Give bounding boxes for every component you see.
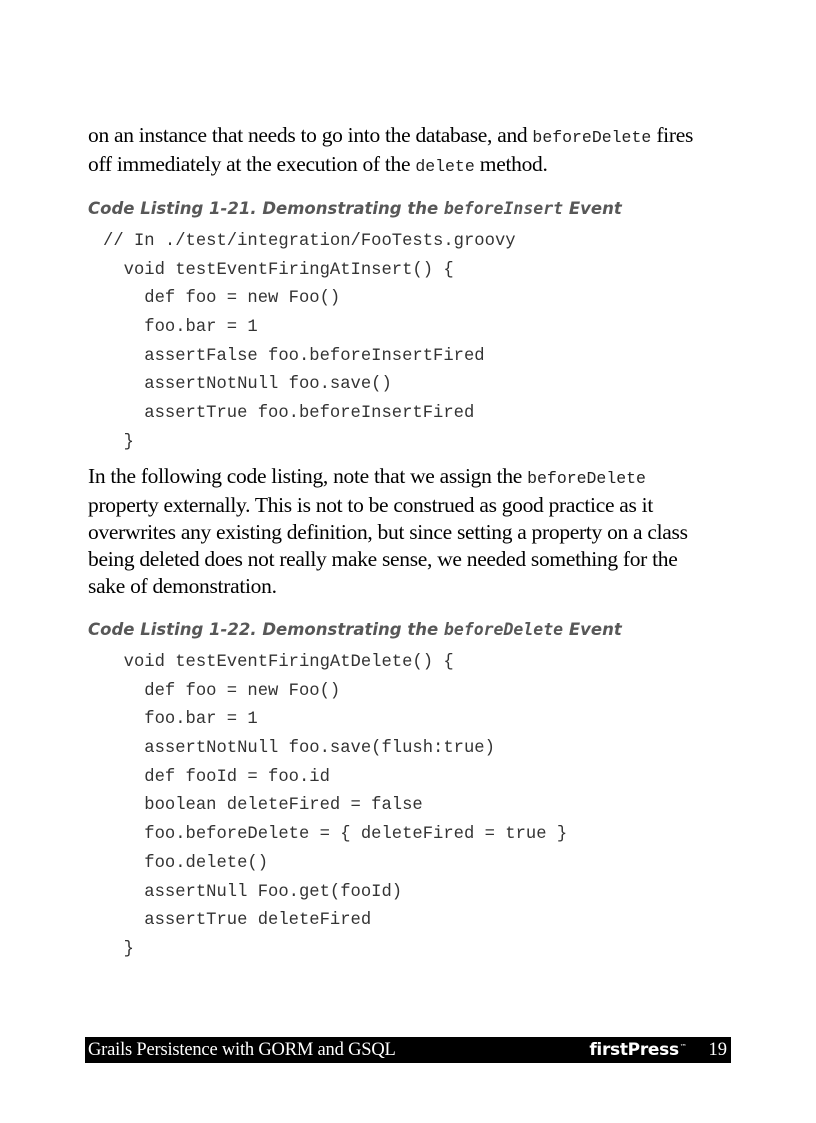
code-line: def foo = new Foo() <box>103 289 341 309</box>
page-number: 19 <box>708 1039 727 1060</box>
book-title: Grails Persistence with GORM and GSQL <box>88 1039 396 1060</box>
code-line: def fooId = foo.id <box>103 767 330 787</box>
code-line: assertFalse foo.beforeInsertFired <box>103 346 485 366</box>
middle-paragraph <box>88 463 738 600</box>
inline-code: delete <box>415 157 475 176</box>
middle-line-2: property externally. This is not to be construed as good practice as it <box>88 493 654 517</box>
code-line: assertTrue deleteFired <box>103 911 372 931</box>
middle-line-5: sake of demonstration. <box>88 574 277 598</box>
code-line: foo.bar = 1 <box>103 318 258 338</box>
page-footer <box>85 1037 731 1063</box>
code-line: foo.delete() <box>103 853 269 873</box>
listing-caption-1-21 <box>88 199 622 218</box>
code-line: } <box>103 939 134 959</box>
intro-text: off immediately at the execution of the <box>88 152 416 176</box>
publisher-logo <box>589 1040 686 1060</box>
footer-right <box>589 1040 727 1061</box>
code-line: void testEventFiringAtInsert() { <box>103 260 454 280</box>
intro-text: method. <box>474 152 548 176</box>
intro-paragraph <box>88 122 738 180</box>
caption-text: Code Listing 1-21. Demonstrating the <box>88 199 444 218</box>
code-line: // In ./test/integration/FooTests.groovy <box>103 232 516 251</box>
caption-code: beforeInsert <box>443 199 564 218</box>
code-line: assertNotNull foo.save(flush:true) <box>103 739 495 759</box>
caption-text: Event <box>563 620 622 639</box>
code-line: void testEventFiringAtDelete() { <box>103 653 454 672</box>
caption-code: beforeDelete <box>443 620 564 639</box>
inline-code: beforeDelete <box>527 469 646 488</box>
code-line: foo.beforeDelete = { deleteFired = true } <box>103 825 568 845</box>
intro-line-2 <box>88 152 548 176</box>
middle-line-1 <box>88 464 646 488</box>
intro-text: on an instance that needs to go into the database, and <box>88 123 533 147</box>
code-line: } <box>103 432 134 452</box>
publisher-name: firstPress <box>589 1040 679 1060</box>
intro-line-1 <box>88 123 693 147</box>
middle-line-3: overwrites any existing definition, but since setting a property on a class <box>88 520 688 544</box>
listing-caption-1-22 <box>88 620 622 639</box>
middle-text: In the following code listing, note that we assign the <box>88 464 528 488</box>
code-listing-1-21 <box>103 228 516 458</box>
code-line: boolean deleteFired = false <box>103 796 423 816</box>
code-line: assertNull Foo.get(fooId) <box>103 882 403 902</box>
code-line: assertTrue foo.beforeInsertFired <box>103 404 475 424</box>
inline-code: beforeDelete <box>532 128 652 147</box>
code-line: assertNotNull foo.save() <box>103 375 392 395</box>
middle-line-4: being deleted does not really make sense, we needed something for the <box>88 547 678 571</box>
code-line: def foo = new Foo() <box>103 681 341 701</box>
code-line: foo.bar = 1 <box>103 710 258 730</box>
caption-text: Code Listing 1-22. Demonstrating the <box>88 620 444 639</box>
intro-text: fires <box>651 123 694 147</box>
caption-text: Event <box>563 199 622 218</box>
code-listing-1-22 <box>103 649 567 965</box>
trademark-mark: ™ <box>679 1043 687 1051</box>
